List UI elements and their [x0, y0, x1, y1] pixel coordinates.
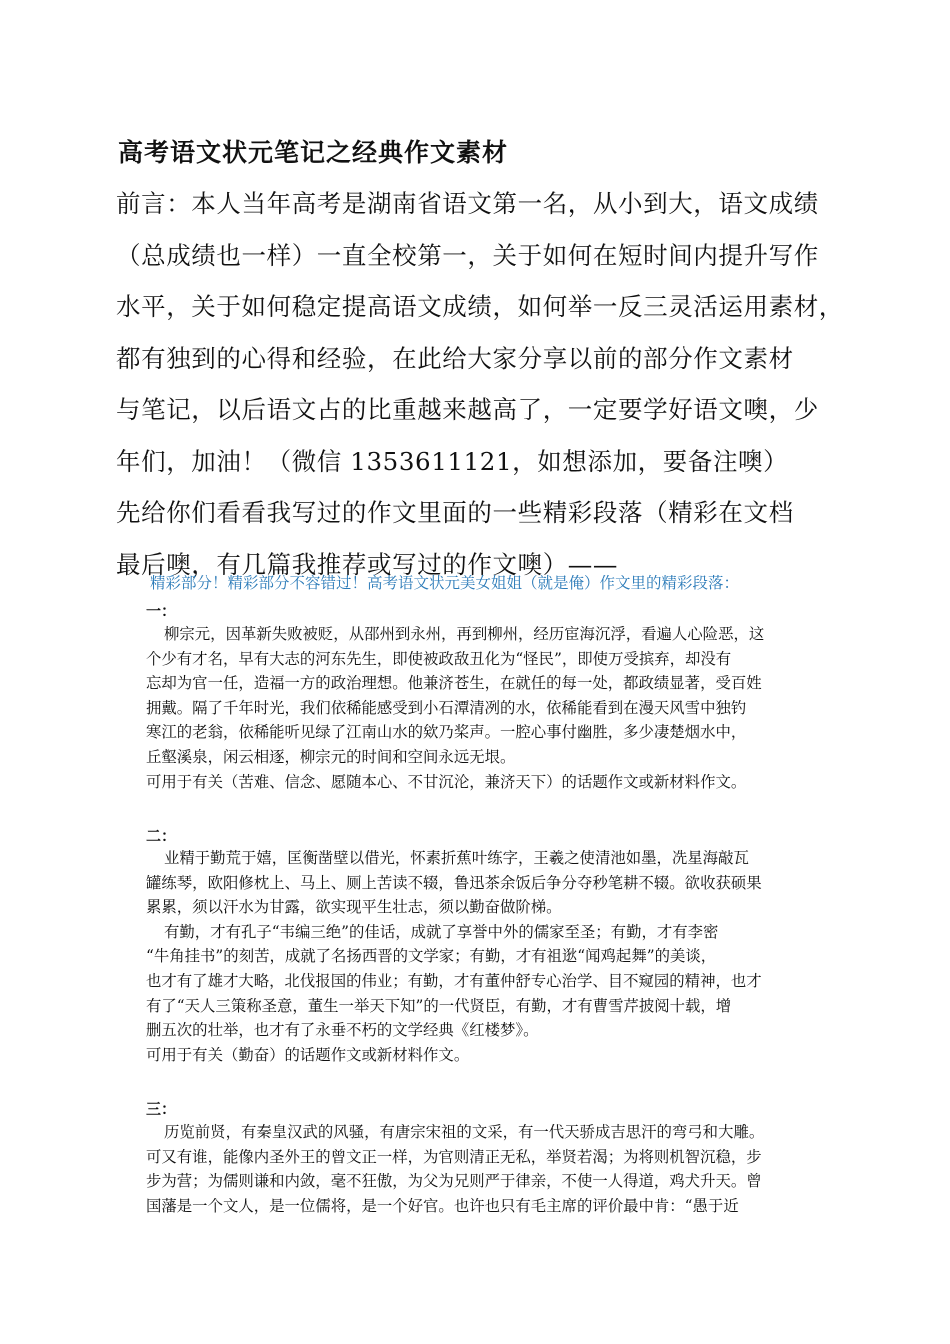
paragraph-line: “牛角挂书”的刻苦，成就了名扬西晋的文学家；有勤，才有祖逖“闻鸡起舞”的美谈，	[146, 947, 717, 966]
section-3-paragraph	[146, 1120, 826, 1218]
preface-line: 与笔记，以后语文占的比重越来越高了，一定要学好语文噢，少	[116, 395, 819, 424]
preface-line: （总成绩也一样）一直全校第一，关于如何在短时间内提升写作	[116, 240, 819, 270]
paragraph-line: 罐练琴，欧阳修枕上、马上、厕上苦读不辍，鲁迅茶余饭后争分夺秒笔耕不辍。欲收获硕果	[146, 873, 762, 892]
section-3-label: 三：	[146, 1100, 177, 1118]
paragraph-line: 丘壑溪泉，闲云相逐，柳宗元的时间和空间永远无垠。	[146, 747, 516, 766]
paragraph-line: 也才有了雄才大略，北伐报国的伟业；有勤，才有董仲舒专心治学、目不窥园的精神，也才	[146, 971, 762, 990]
paragraph-line: 有了“天人三策称圣意，董生一举天下知”的一代贤臣，有勤，才有曹雪芹披阅十载，增	[146, 996, 732, 1015]
preface-line: 都有独到的心得和经验，在此给大家分享以前的部分作文素材	[116, 343, 794, 373]
preface-paragraph	[116, 178, 846, 590]
paragraph-line: 寒江的老翁，依稀能听见绿了江南山水的欸乃桨声。一腔心事付幽胜，多少凄楚烟水中，	[146, 723, 747, 742]
section-2-paragraph	[146, 846, 826, 1067]
paragraph-line: 忘却为官一任，造福一方的政治理想。他兼济苍生，在就任的每一处，都政绩显著，受百姓	[146, 674, 762, 693]
paragraph-line: 可又有谁，能像内圣外王的曾文正一样，为官则清正无私，举贤若渴；为将则机智沉稳，步	[146, 1147, 762, 1166]
section-1-paragraph	[146, 622, 826, 794]
paragraph-line: 国藩是一个文人，是一位儒将，是一个好官。也许也只有毛主席的评价最中肯：“愚于近	[146, 1196, 739, 1215]
paragraph-line: 业精于勤荒于嬉，匡衡凿壁以借光，怀素折蕉叶练字，王羲之使清池如墨，冼星海敲瓦	[164, 849, 749, 867]
paragraph-line: 步为营；为儒则谦和内敛，毫不狂傲，为父为兄则严于律亲，不使一人得道，鸡犬升天。曾	[146, 1172, 762, 1191]
preface-line: 最后噢，有几篇我推荐或写过的作文噢）——	[116, 549, 618, 579]
paragraph-line: 累累，须以汗水为甘露，欲实现平生壮志，须以勤奋做阶梯。	[146, 898, 562, 917]
paragraph-line: 删五次的壮举，也才有了永垂不朽的文学经典《红楼梦》。	[146, 1021, 539, 1040]
section-2-label: 二：	[146, 827, 177, 845]
paragraph-line: 拥戴。隔了千年时光，我们依稀能感受到小石潭清冽的水，依稀能看到在漫天风雪中独钓	[146, 698, 747, 717]
preface-line: 水平，关于如何稳定提高语文成绩，如何举一反三灵活运用素材，	[116, 292, 844, 321]
preface-line: 前言：本人当年高考是湖南省语文第一名，从小到大，语文成绩	[116, 189, 819, 218]
paragraph-line: 历览前贤，有秦皇汉武的风骚，有唐宗宋祖的文采，有一代天骄成吉思汗的弯弓和大雕。	[164, 1123, 765, 1141]
paragraph-line: 柳宗元，因革新失败被贬，从邵州到永州，再到柳州，经历宦海沉浮，看遍人心险恶，这	[164, 625, 765, 643]
document-title: 高考语文状元笔记之经典作文素材	[118, 138, 509, 167]
paragraph-line: 有勤，才有孔子“韦编三绝”的佳话，成就了享誉中外的儒家至圣；有勤，才有李密	[164, 922, 719, 941]
preface-line: 年们，加油！（微信 1353611121，如想添加，要备注噢）	[116, 446, 789, 476]
preface-line: 先给你们看看我写过的作文里面的一些精彩段落（精彩在文档	[116, 498, 794, 527]
section-1-label: 一：	[146, 602, 177, 620]
usage-note: 可用于有关（苦难、信念、愿随本心、不甘沉沦，兼济天下）的话题作文或新材料作文。	[146, 772, 747, 791]
highlight-heading: 精彩部分！精彩部分不容错过！高考语文状元美女姐姐（就是俺）作文里的精彩段落：	[150, 574, 740, 592]
usage-note: 可用于有关（勤奋）的话题作文或新材料作文。	[146, 1045, 470, 1064]
paragraph-line: 个少有才名，早有大志的河东先生，即使被政敌丑化为“怪民”，即使万受摈弃，却没有	[146, 649, 732, 668]
